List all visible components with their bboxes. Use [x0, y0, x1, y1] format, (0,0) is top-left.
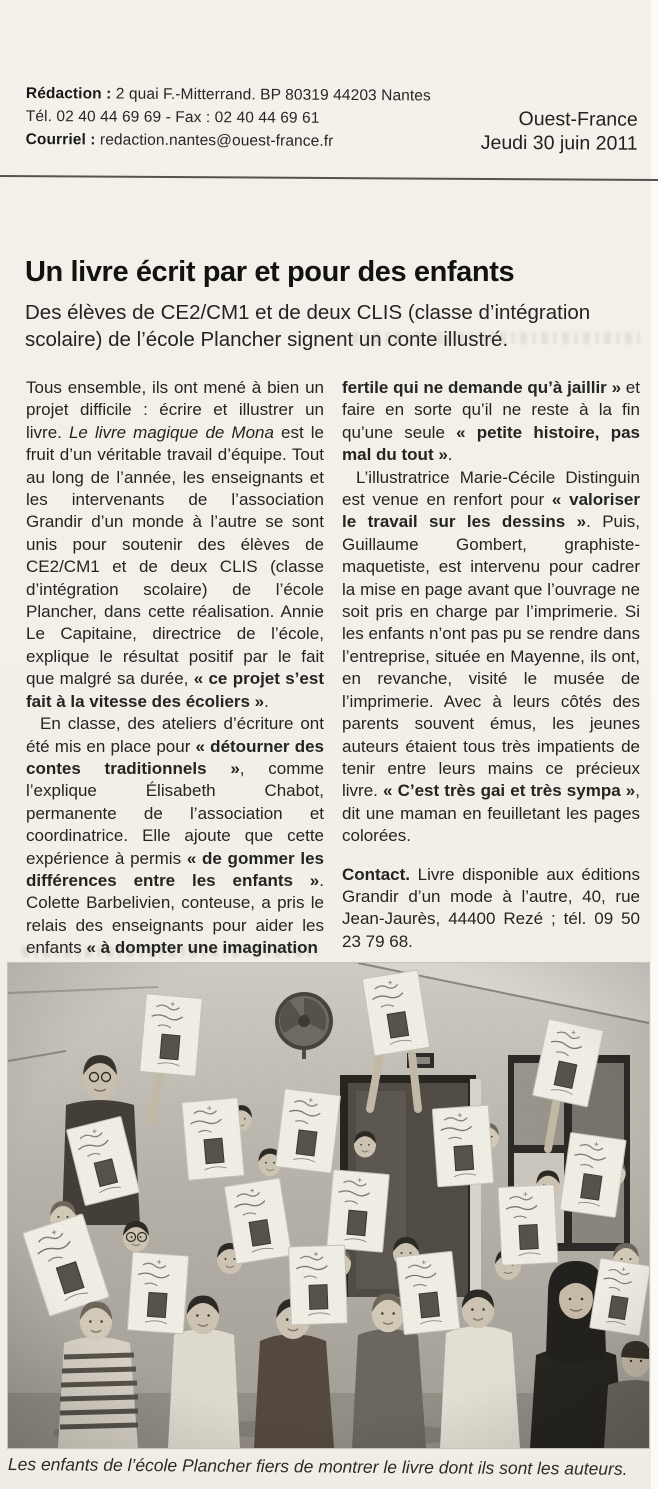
issue-block: [481, 107, 638, 156]
article-subtitle: Des élèves de CE2/CM1 et de deux CLIS (classe d’intégration scolaire) de l’école Plancher signent un conte illustré.: [25, 301, 591, 351]
text-segment: Contact.: [342, 864, 410, 884]
text-segment: « à dompter une imagination: [86, 938, 318, 958]
text-segment: et faire en sorte qu’il ne reste à la fin qu’une seule: [342, 378, 640, 442]
courriel-label: Courriel :: [25, 130, 96, 149]
classroom-photo-illustration: [8, 963, 649, 1448]
photo-caption: Les enfants de l’école Plancher fiers de montrer le livre dont ils sont les auteurs.: [7, 1454, 628, 1479]
article-column-right: [342, 377, 640, 953]
article-title: Un livre écrit par et pour des enfants: [25, 256, 515, 288]
text-segment: Le livre magique de Mona: [68, 422, 274, 442]
article-paragraph: [342, 864, 640, 954]
courriel-value: redaction.nantes@ouest-france.fr: [95, 131, 334, 150]
text-segment: Livre disponible aux éditions Grandir d’un mode à l’autre, 40, rue Jean-Jaurès, 44400 Rezé ; tél. 09 50 23 79 68.: [342, 864, 640, 951]
phone-fax-line: Tél. 02 40 44 69 69 - Fax : 02 40 44 69 61: [25, 107, 320, 127]
text-segment: « petite histoire, pas mal du tout »: [342, 422, 640, 465]
article-paragraph: [342, 377, 640, 467]
text-segment: , dit une maman en feuilletant les pages colorées.: [342, 781, 640, 846]
text-segment: Tous ensemble, ils ont mené à bien un projet difficile : écrire et illustrer un livre.: [26, 378, 324, 442]
text-segment: L’illustratrice Marie-Cécile Distinguin est venue en renfort pour: [342, 467, 640, 510]
vignette-overlay: [8, 963, 649, 1448]
text-segment: « de gommer les différences entre les enfants »: [26, 848, 324, 890]
text-segment: « C’est très gai et très sympa »: [383, 781, 636, 801]
scan-smudge: [352, 332, 640, 344]
text-segment: .: [447, 445, 453, 465]
masthead-divider-rule: [0, 175, 658, 181]
article-paragraph: [342, 467, 640, 848]
text-segment: est le fruit d’un véritable travail d’équipe. Tout au long de l’année, les enseignants et les intervenants de l’association Grandir d’un monde à l’autre se sont unis pour soutenir des élèves de CE2/CM1 et de deux CLIS (classe d’intégration scolaire) de l’école Plancher, dans cette réalisation. Annie Le Capitaine, directrice de l’école, explique le résultat positif par le fait que malgré sa durée,: [26, 422, 324, 689]
masthead: [26, 82, 638, 155]
text-segment: « ce projet s’est fait à la vitesse des écoliers »: [26, 669, 324, 711]
article-photo: [8, 963, 649, 1448]
text-segment: . Colette Barbelivien, conteuse, a pris le relais des enseignants pour aider les enfants: [26, 870, 324, 958]
scan-edge-strip: [651, 0, 658, 1489]
redaction-value: 2 quai F.-Mitterrand. BP 80319 44203 Nantes: [111, 85, 431, 105]
text-segment: En classe, des ateliers d’écriture ont été mis en place pour: [26, 714, 324, 756]
article-paragraph: [26, 377, 324, 713]
article-column-left: [26, 377, 324, 960]
text-segment: . Puis, Guillaume Gombert, graphiste-maquetiste, est intervenu pour cadrer la mise en page avant que l’ouvrage ne soit pris en charge par l’imprimerie. Si les enfants n’ont pas pu se rendre dans l’entreprise, située en Mayenne, ils ont, en revanche, visité le musée de l’imprimerie. Avec à leurs côtés des parents souvent émus, les jeunes auteurs étaient tous très impatients de tenir entre leurs mains ce précieux livre.: [342, 512, 641, 801]
article-paragraph: [26, 713, 324, 959]
publication-name: Ouest-France: [518, 108, 638, 131]
text-segment: fertile qui ne demande qu’à jaillir »: [342, 378, 622, 397]
text-segment: « détourner des contes traditionnels »: [26, 736, 324, 778]
redaction-label: Rédaction :: [25, 84, 112, 103]
issue-date: Jeudi 30 juin 2011: [480, 131, 638, 155]
text-segment: , comme l’explique Élisabeth Chabot, permanente de l’association et coordinatrice. Elle ajoute que cette expérience à permis: [26, 758, 324, 868]
text-segment: « valoriser le travail sur les dessins »: [342, 490, 640, 532]
text-segment: .: [264, 691, 269, 711]
